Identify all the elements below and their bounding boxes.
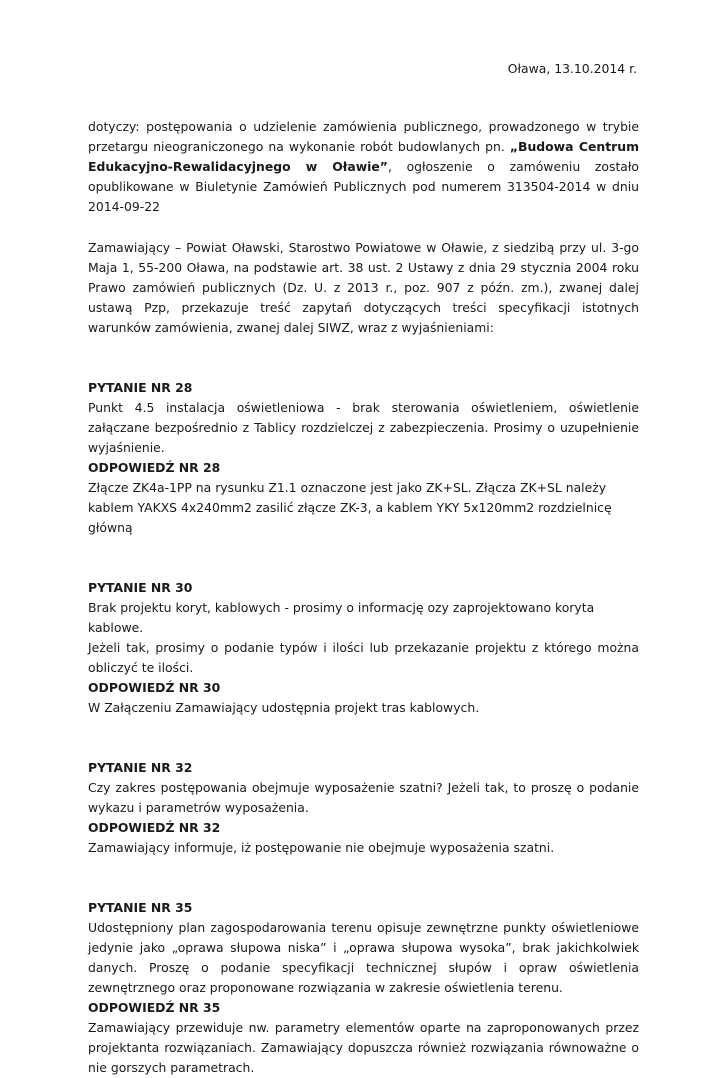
answer-text: Zamawiający informuje, iż postępowanie nie obejmuje wyposażenia szatni. <box>88 840 555 855</box>
qa-block-32 <box>88 758 639 858</box>
answer-heading: ODPOWIEDŹ NR 35 <box>88 1000 221 1015</box>
question-text: Czy zakres postępowania obejmuje wyposażenie szatni? Jeżeli tak, to proszę o podanie wykazu i parametrów wyposażenia. <box>88 780 639 815</box>
qa-block-28 <box>88 378 639 538</box>
question-text: Jeżeli tak, prosimy o podanie typów i ilości lub przekazanie projektu z którego można obliczyć te ilości. <box>88 640 639 675</box>
qa-block-35 <box>88 898 639 1078</box>
answer-text: Złącze ZK4a-1PP na rysunku Z1.1 oznaczone jest jako ZK+SL. Złącza ZK+SL należy kablem YAKXS 4x240mm2 zasilić złącze ZK-3, a kablem YKY 5x120mm2 rozdzielnicę główną <box>88 480 612 535</box>
document-body <box>88 117 639 1078</box>
answer-text: Zamawiający przewiduje nw. parametry elementów oparte na zaproponowanych przez projektanta rozwiązaniach. Zamawiający dopuszcza również rozwiązania równoważne o nie gorszych parametrach. <box>88 1020 639 1075</box>
question-heading: PYTANIE NR 30 <box>88 580 193 595</box>
answer-heading: ODPOWIEDŹ NR 30 <box>88 680 221 695</box>
question-heading: PYTANIE NR 28 <box>88 380 193 395</box>
question-text: Udostępniony plan zagospodarowania terenu opisuje zewnętrzne punkty oświetleniowe jedynie jako „oprawa słupowa niska” i „oprawa słupowa wysoka”, brak jakichkolwiek danych. Proszę o podanie specyfikacji technicznej słupów i opraw oświetlenia zewnętrznego oraz proponowane rozwiązania w zakresie oświetlenia terenu. <box>88 920 639 995</box>
qa-block-30 <box>88 578 639 718</box>
answer-heading: ODPOWIEDŹ NR 28 <box>88 460 221 475</box>
intro-prefix: dotyczy: postępowania o udzielenie zamówienia publicznego, prowadzonego w trybie przetargu nieograniczonego na wykonanie robót budowlanych pn. <box>88 119 639 154</box>
document-date: Oława, 13.10.2014 r. <box>507 61 637 76</box>
intro-paragraph <box>88 117 639 217</box>
question-text: Punkt 4.5 instalacja oświetleniowa - brak sterowania oświetleniem, oświetlenie załączane bezpośrednio z Tablicy rozdzielczej z zabezpieczenia. Prosimy o uzupełnienie wyjaśnienie. <box>88 400 639 455</box>
project-name: „Budowa Centrum Edukacyjno-Rewalidacyjnego w Oławie” <box>88 139 639 174</box>
question-text: Brak projektu koryt, kablowych - prosimy o informację ozy zaprojektowano koryta kablowe. <box>88 600 595 635</box>
question-heading: PYTANIE NR 35 <box>88 900 193 915</box>
answer-text: W Załączeniu Zamawiający udostępnia projekt tras kablowych. <box>88 700 480 715</box>
answer-heading: ODPOWIEDŹ NR 32 <box>88 820 221 835</box>
preamble-paragraph: Zamawiający – Powiat Oławski, Starostwo Powiatowe w Oławie, z siedzibą przy ul. 3-go Maja 1, 55-200 Oława, na podstawie art. 38 ust. 2 Ustawy z dnia 29 stycznia 2004 roku Prawo zamówień publicznych (Dz. U. z 2013 r., poz. 907 z późn. zm.), zwanej dalej ustawą Pzp, przekazuje treść zapytań dotyczących treści specyfikacji istotnych warunków zamówienia, zwanej dalej SIWZ, wraz z wyjaśnieniami: <box>88 240 639 335</box>
intro-suffix: , ogłoszenie o zamóweniu zostało opublikowane w Biuletynie Zamówień Publicznych pod numerem 313504-2014 w dniu 2014-09-22 <box>88 159 639 214</box>
question-heading: PYTANIE NR 32 <box>88 760 193 775</box>
